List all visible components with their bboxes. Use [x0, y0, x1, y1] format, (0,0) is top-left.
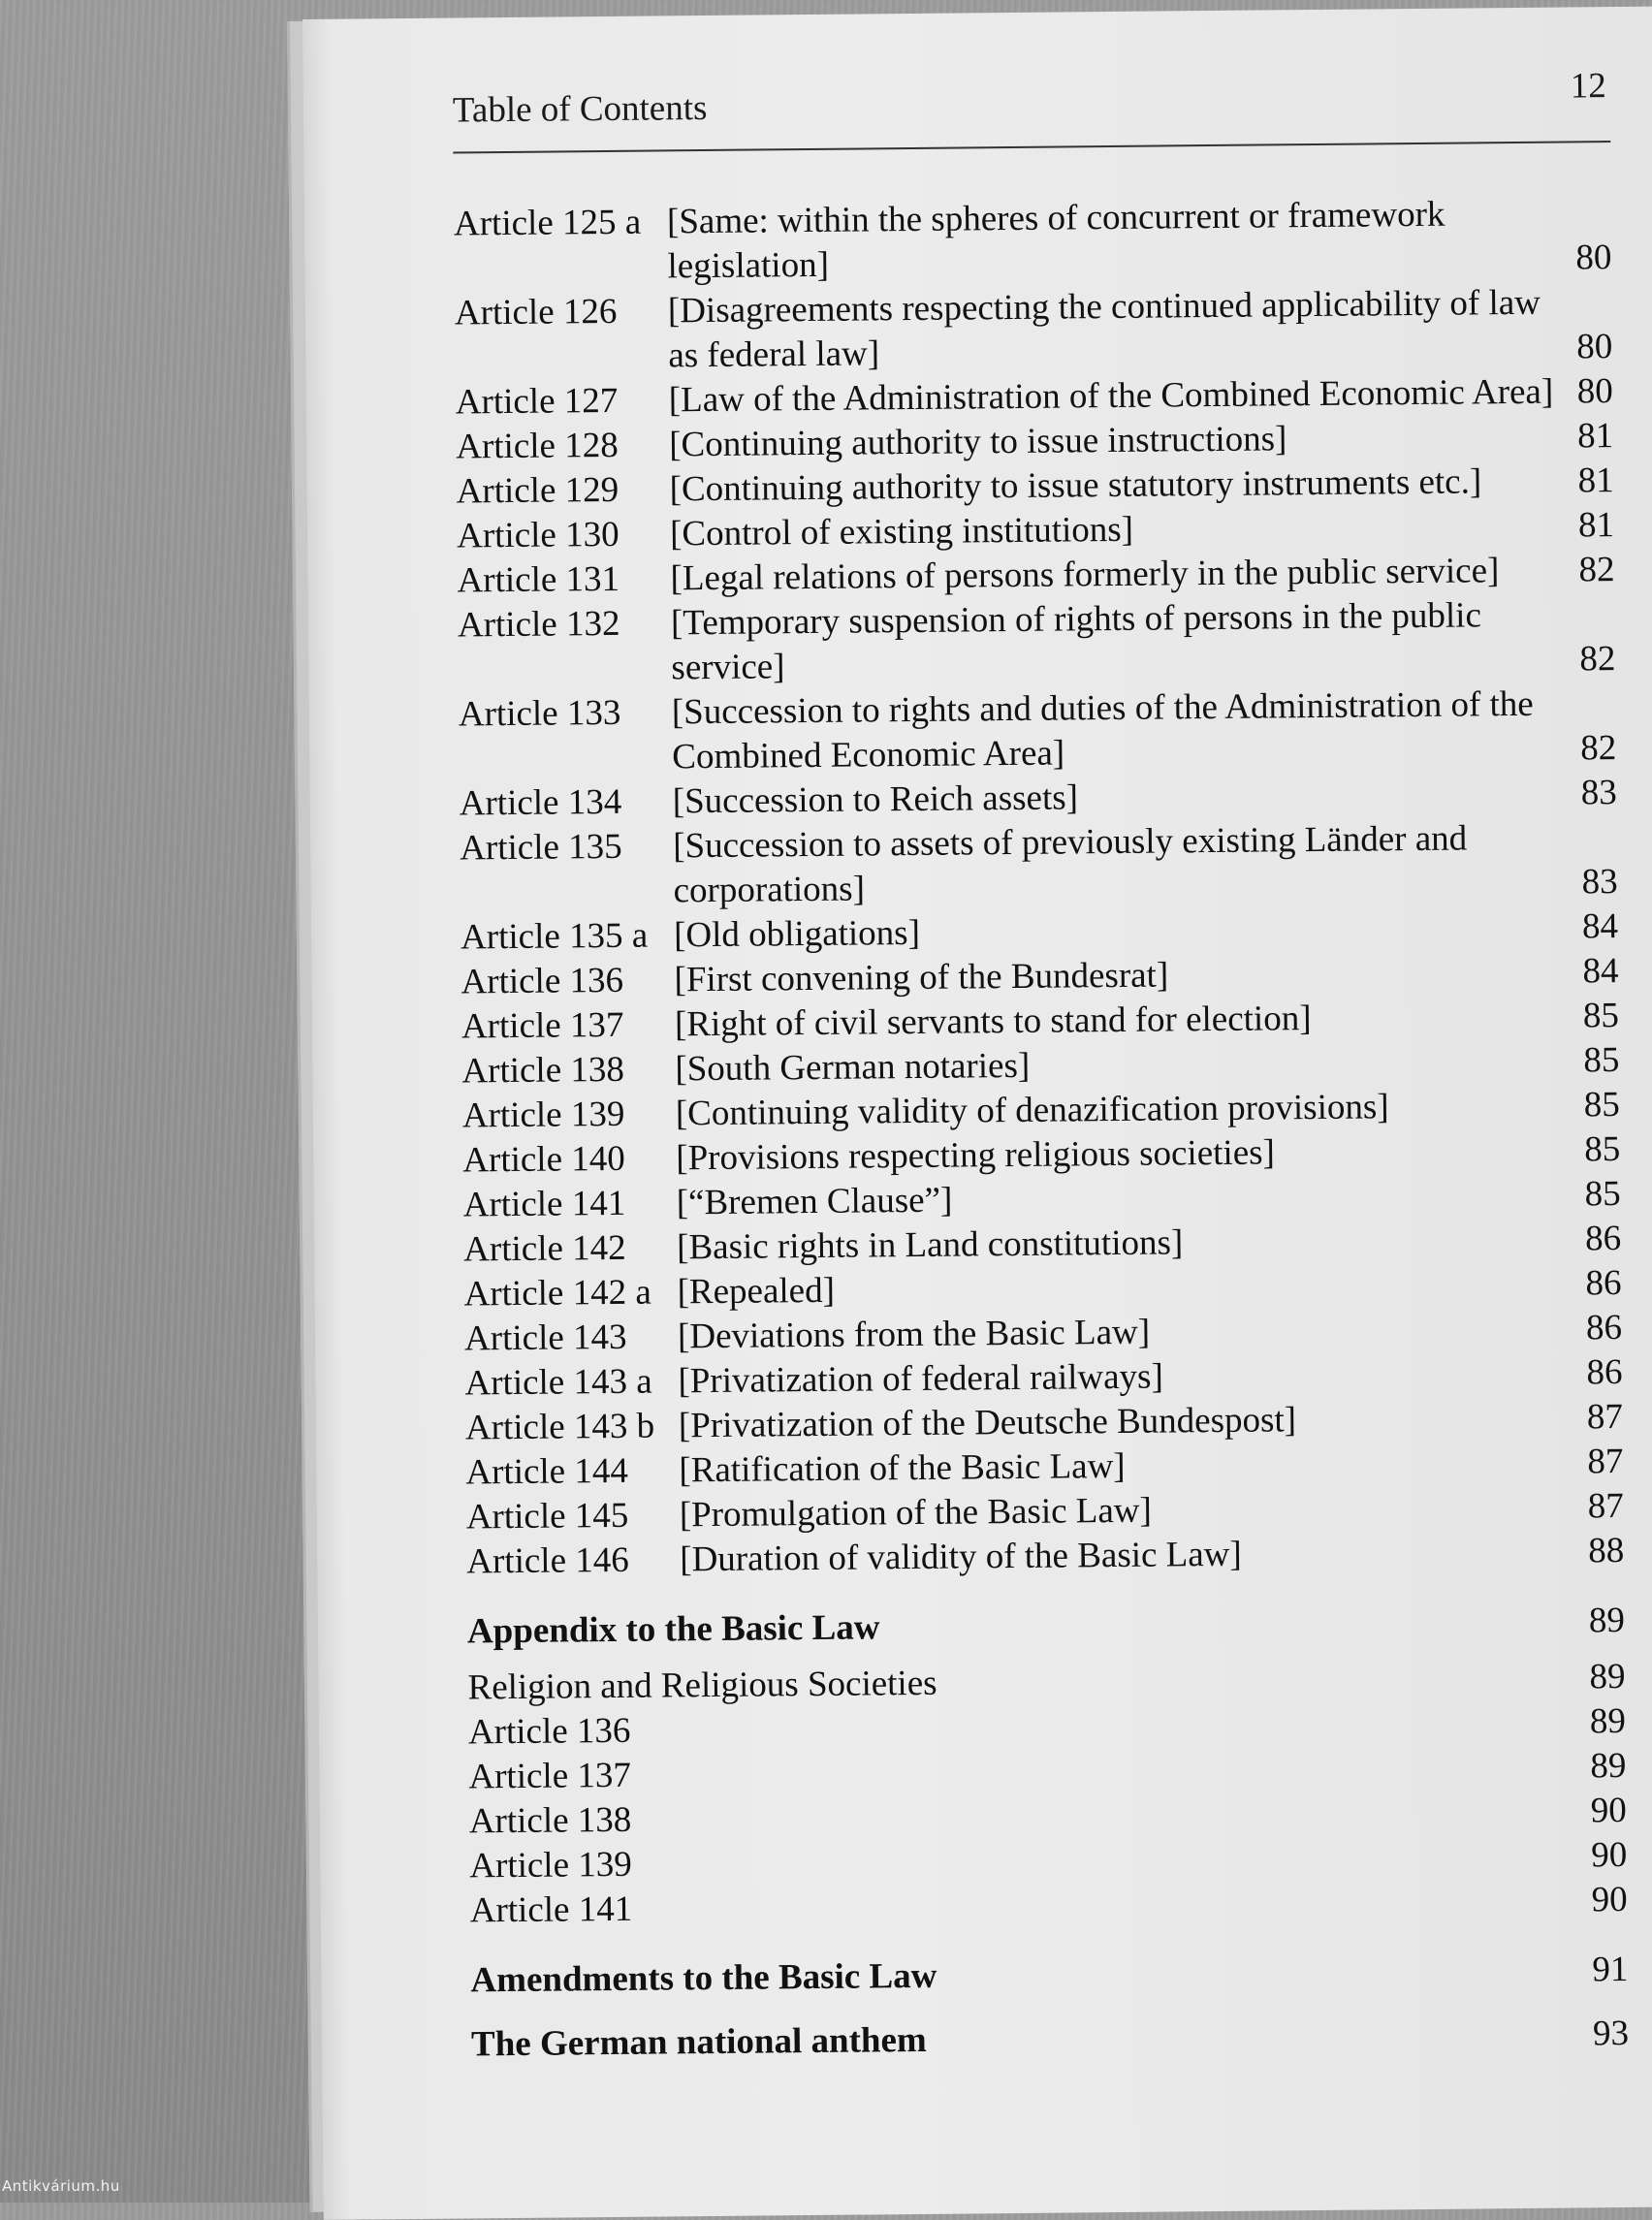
article-title: [Ratification of the Basic Law]	[679, 1445, 1126, 1491]
article-title: [Promulgation of the Basic Law]	[679, 1490, 1153, 1536]
article-number: Article 144	[465, 1450, 629, 1493]
article-title: [Old obligations]	[673, 912, 921, 956]
article-page: 87	[1586, 1396, 1624, 1438]
article-page: 82	[1579, 639, 1616, 680]
appendix-entry-page: 90	[1590, 1790, 1627, 1831]
article-title: [Duration of validity of the Basic Law]	[680, 1534, 1242, 1580]
article-page: 85	[1582, 996, 1620, 1036]
article-number: Article 146	[466, 1539, 629, 1582]
appendix-entry-page: 89	[1590, 1745, 1627, 1787]
article-number: Article 141	[462, 1183, 626, 1225]
toc-entry	[459, 682, 1617, 781]
article-page: 83	[1581, 862, 1618, 903]
article-title: [Succession to rights and duties of the Administration of the Combined Economic Area]	[671, 683, 1534, 777]
article-number: Article 132	[457, 603, 620, 646]
article-page: 85	[1584, 1129, 1621, 1170]
article-number: Article 139	[461, 1094, 625, 1136]
article-page: 85	[1583, 1040, 1620, 1081]
article-number: Article 143 b	[464, 1406, 655, 1448]
header-divider	[453, 141, 1610, 153]
article-number: Article 128	[456, 425, 619, 467]
appendix-heading-page: 89	[1588, 1600, 1626, 1641]
article-page: 85	[1583, 1085, 1621, 1126]
article-title: [Temporary suspension of rights of persons in the public service]	[670, 595, 1482, 688]
article-number: Article 135 a	[460, 915, 649, 958]
appendix-entry-page: 89	[1589, 1656, 1626, 1697]
article-page: 84	[1582, 951, 1619, 992]
article-entries	[454, 191, 1625, 1584]
article-title: [Same: within the spheres of concurrent or framework legislation]	[666, 194, 1446, 287]
article-title: [Control of existing institutions]	[669, 509, 1134, 555]
article-title: [Succession to Reich assets]	[672, 777, 1079, 822]
article-number: Article 133	[458, 692, 621, 735]
article-page: 85	[1584, 1174, 1621, 1215]
watermark: Antikvárium.hu	[2, 2177, 120, 2195]
article-number: Article 126	[454, 291, 618, 333]
article-page: 84	[1581, 906, 1619, 947]
article-title: [Legal relations of persons formerly in the public service]	[670, 551, 1500, 599]
article-title: [First convening of the Bundesrat]	[674, 955, 1169, 1000]
article-page: 86	[1585, 1263, 1622, 1304]
appendix-entry-label: Article 137	[468, 1755, 632, 1797]
article-title: [Basic rights in Land constitutions]	[676, 1222, 1184, 1268]
appendix-heading-label: Appendix to the Basic Law	[466, 1607, 880, 1652]
article-number: Article 137	[461, 1004, 624, 1047]
article-number: Article 145	[465, 1495, 629, 1538]
article-page: 82	[1580, 728, 1617, 769]
appendix-entry-label: Religion and Religious Societies	[467, 1663, 937, 1708]
toc-entry	[455, 280, 1613, 380]
anthem-page: 93	[1592, 2013, 1630, 2054]
article-title: [Disagreements respecting the continued applicability of law as federal law]	[667, 282, 1541, 376]
article-title: [Privatization of the Deutsche Bundespost]	[678, 1400, 1297, 1446]
appendix-entry-label: Article 136	[467, 1710, 631, 1753]
article-number: Article 143	[463, 1316, 627, 1359]
article-page: 88	[1588, 1530, 1625, 1571]
article-page: 86	[1584, 1219, 1622, 1259]
article-number: Article 130	[456, 514, 620, 556]
article-number: Article 138	[461, 1049, 625, 1092]
article-title: [Law of the Administration of the Combined Economic Area]	[668, 371, 1554, 421]
amendments-heading-label: Amendments to the Basic Law	[470, 1955, 937, 2001]
article-page: 81	[1576, 416, 1614, 457]
article-page: 81	[1577, 460, 1614, 501]
article-title: [Repealed]	[677, 1270, 836, 1313]
article-title: [South German notaries]	[675, 1045, 1031, 1090]
anthem-heading-label: The German national anthem	[470, 2019, 927, 2065]
article-number: Article 135	[460, 826, 622, 869]
article-number: Article 134	[459, 781, 622, 824]
article-title: [Succession to assets of previously existing Länder and corporations]	[673, 818, 1468, 911]
article-title: [Continuing authority to issue instructions]	[669, 419, 1287, 465]
article-title: [Continuing authority to issue statutory instruments etc.]	[669, 461, 1482, 510]
running-header	[452, 57, 1606, 131]
article-page: 81	[1577, 505, 1615, 546]
appendix-entry-label: Article 141	[469, 1888, 633, 1931]
article-page: 83	[1580, 773, 1617, 813]
article-title: [Provisions respecting religious societies]	[676, 1132, 1276, 1179]
article-page: 87	[1587, 1441, 1624, 1482]
article-number: Article 143 a	[464, 1361, 652, 1404]
article-number: Article 125 a	[453, 202, 642, 244]
article-title: [Deviations from the Basic Law]	[677, 1312, 1151, 1357]
appendix-entry-page: 90	[1591, 1879, 1628, 1920]
article-title: [Continuing validity of denazification provisions]	[675, 1087, 1389, 1134]
appendix-entries	[467, 1655, 1628, 1933]
header-page-number: 12	[1570, 66, 1606, 107]
article-number: Article 129	[456, 469, 620, 512]
article-page: 86	[1586, 1351, 1623, 1393]
article-page: 87	[1587, 1485, 1624, 1527]
article-page: 80	[1576, 371, 1613, 412]
article-number: Article 127	[455, 380, 619, 423]
appendix-entry-label: Article 138	[468, 1799, 632, 1842]
article-page: 80	[1575, 238, 1612, 278]
header-title: Table of Contents	[452, 87, 708, 131]
amendments-page: 91	[1592, 1949, 1629, 1990]
article-number: Article 142	[462, 1227, 626, 1270]
book-page	[302, 6, 1652, 2220]
article-page: 80	[1576, 327, 1613, 367]
toc-entry	[460, 815, 1618, 915]
article-number: Article 131	[457, 558, 620, 601]
article-number: Article 142 a	[463, 1272, 651, 1315]
toc-list	[454, 191, 1629, 2067]
article-title: [“Bremen Clause”]	[676, 1180, 953, 1223]
appendix-entry-label: Article 139	[469, 1844, 632, 1887]
toc-entry	[454, 191, 1612, 291]
toc-entry	[458, 592, 1616, 692]
appendix-entry-page: 89	[1589, 1700, 1627, 1742]
article-title: [Right of civil servants to stand for election]	[674, 999, 1312, 1045]
article-number: Article 140	[462, 1138, 625, 1181]
appendix-entry-page: 90	[1591, 1834, 1628, 1876]
article-page: 86	[1585, 1307, 1623, 1348]
article-page: 82	[1578, 550, 1615, 590]
article-title: [Privatization of federal railways]	[678, 1356, 1164, 1402]
article-number: Article 136	[461, 960, 624, 1002]
